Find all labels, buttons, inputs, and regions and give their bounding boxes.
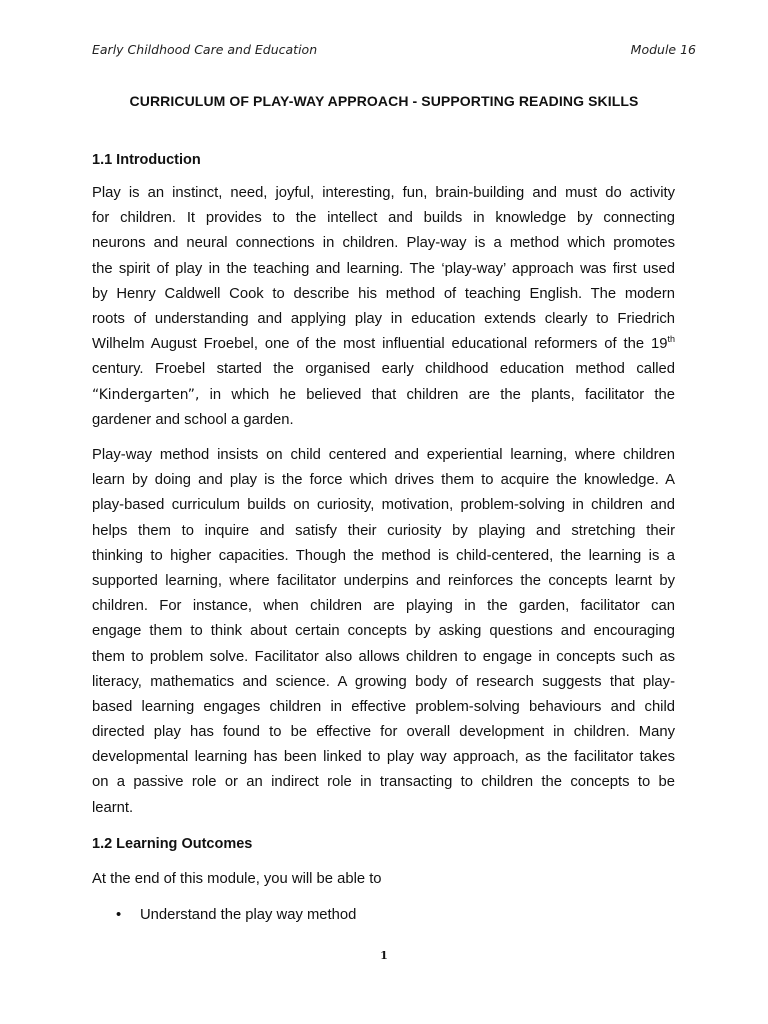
text-line-with-superscript	[92, 332, 675, 357]
text-line: them to problem solve. Facilitator also allows children to engage in concepts such as	[92, 648, 675, 665]
text-line: supported learning, where facilitator underpins and reinforces the concepts learnt by	[92, 572, 675, 589]
kindergarten-term: “Kindergarten”,	[92, 386, 200, 403]
text-line: engage them to think about certain concepts by asking questions and encouraging	[92, 623, 675, 640]
learning-outcomes-intro: At the end of this module, you will be able to	[92, 871, 382, 887]
text-line: roots of understanding and applying play in education extends clearly to Friedrich	[92, 310, 675, 327]
text-line: by Henry Caldwell Cook to describe his method of teaching English. The modern	[92, 285, 675, 302]
text-line: century. Froebel started the organised early childhood education method called	[92, 361, 675, 378]
text-line: children. For instance, when children are playing in the garden, facilitator can	[92, 598, 675, 615]
running-header-title: Early Childhood Care and Education	[92, 42, 318, 57]
text-fragment: Wilhelm August Froebel, one of the most influential educational reformers of the 19	[92, 336, 668, 353]
text-line: Play-way method insists on child centered and experiential learning, where children	[92, 447, 675, 463]
text-line: neurons and neural connections in children. Play-way is a method which promotes	[92, 235, 675, 252]
text-fragment: in which he believed that children are the plants, facilitator the	[199, 386, 675, 403]
text-line: helps them to inquire and satisfy their curiosity by playing and stretching their	[92, 522, 675, 539]
text-line: play-based curriculum builds on curiosity, motivation, problem-solving in children and	[92, 497, 675, 514]
learning-outcome-item: Understand the play way method	[140, 907, 357, 923]
text-line: directed play has found to be effective for overall development in children. Many	[92, 724, 675, 741]
text-line: thinking to higher capacities. Though the method is child-centered, the learning is a	[92, 547, 675, 564]
text-line: learnt.	[92, 799, 134, 816]
text-line: learn by doing and play is the force which drives them to acquire the knowledge. A	[92, 472, 675, 489]
text-line: Play is an instinct, need, joyful, interesting, fun, brain-building and must do activity	[92, 185, 675, 201]
superscript: th	[667, 334, 675, 345]
bullet-icon: •	[116, 907, 122, 923]
text-line: based learning engages children in effective problem-solving behaviours and child	[92, 698, 675, 715]
introduction-paragraph-1	[92, 181, 675, 433]
text-line: the spirit of play in the teaching and learning. The ‘play-way’ approach was first used	[92, 260, 675, 277]
section-heading-introduction: 1.1 Introduction	[92, 152, 201, 168]
text-line: literacy, mathematics and science. A growing body of research suggests that play-	[92, 673, 675, 690]
running-header-module: Module 16	[630, 42, 696, 57]
page-number: 1	[380, 949, 388, 962]
introduction-paragraph-2	[92, 443, 675, 821]
text-line: developmental learning has been linked to play way approach, as the facilitator takes	[92, 749, 675, 766]
section-heading-learning-outcomes: 1.2 Learning Outcomes	[92, 836, 253, 852]
text-line: gardener and school a garden.	[92, 411, 294, 428]
text-line-kindergarten	[92, 383, 675, 408]
text-line: for children. It provides to the intellect and builds in knowledge by connecting	[92, 210, 675, 227]
page-title: CURRICULUM OF PLAY-WAY APPROACH - SUPPORTING READING SKILLS	[129, 93, 639, 109]
text-line: on a passive role or an indirect role in transacting to children the concepts to be	[92, 774, 675, 791]
